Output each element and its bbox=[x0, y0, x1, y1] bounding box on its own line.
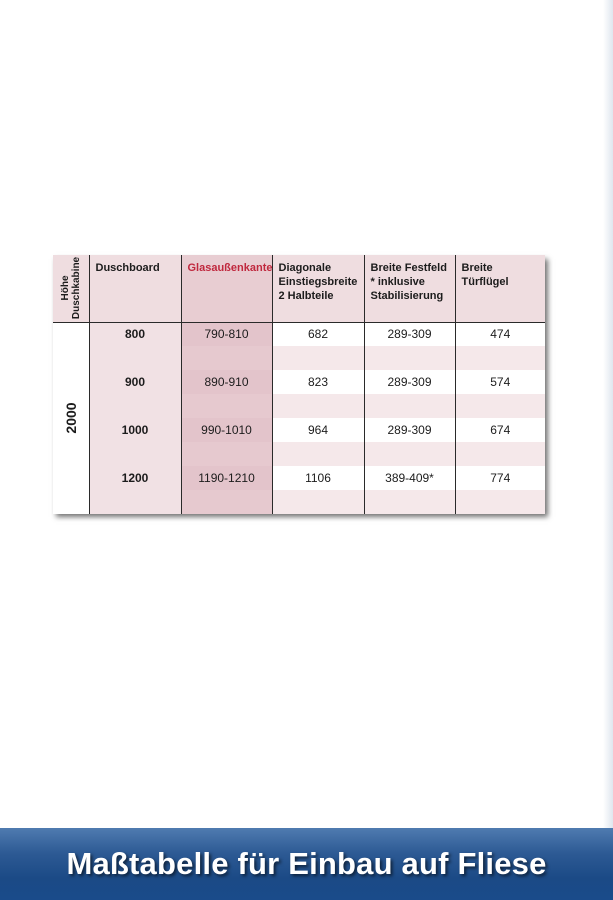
cell-glasaussenkante: 990-1010 bbox=[181, 418, 272, 442]
hoehe-value: 2000 bbox=[62, 402, 79, 434]
cell-duschboard: 1000 bbox=[89, 418, 181, 442]
cell-tuerfluegel: 774 bbox=[455, 466, 545, 490]
table-row bbox=[53, 322, 545, 346]
header-hoehe-duschkabine bbox=[53, 255, 89, 322]
header-glasaussenkante: Glasaußenkante bbox=[181, 255, 272, 322]
header-breite-tuerfluegel: Breite Türflügel bbox=[455, 255, 545, 322]
header-duschboard: Duschboard bbox=[89, 255, 181, 322]
cell-diagonale: 823 bbox=[272, 370, 364, 394]
table-spacer-row bbox=[53, 490, 545, 514]
header-hoehe-line2: Duschkabine bbox=[70, 257, 82, 320]
right-edge-shading bbox=[603, 0, 613, 828]
cell-glasaussenkante: 1190-1210 bbox=[181, 466, 272, 490]
header-diagonale-line3: 2 Halbteile bbox=[278, 290, 334, 302]
header-diagonale-line2: Einstiegsbreite bbox=[278, 276, 358, 288]
header-festfeld-line2: * inklusive bbox=[370, 276, 425, 288]
header-festfeld-line3: Stabilisierung bbox=[370, 290, 444, 302]
header-hoehe-line1: Höhe bbox=[59, 275, 71, 301]
cell-festfeld: 289-309 bbox=[364, 370, 455, 394]
cell-glasaussenkante: 890-910 bbox=[181, 370, 272, 394]
cell-tuerfluegel: 474 bbox=[455, 322, 545, 346]
cell-duschboard: 1200 bbox=[89, 466, 181, 490]
cell-glasaussenkante: 790-810 bbox=[181, 322, 272, 346]
cell-festfeld: 289-309 bbox=[364, 322, 455, 346]
table-spacer-row bbox=[53, 442, 545, 466]
title-banner bbox=[0, 828, 613, 900]
header-row bbox=[53, 255, 545, 322]
cell-tuerfluegel: 574 bbox=[455, 370, 545, 394]
hoehe-value-cell bbox=[53, 322, 89, 514]
cell-diagonale: 682 bbox=[272, 322, 364, 346]
cell-festfeld: 389-409* bbox=[364, 466, 455, 490]
cell-diagonale: 964 bbox=[272, 418, 364, 442]
banner-title: Maßtabelle für Einbau auf Fliese bbox=[66, 846, 547, 881]
table-row bbox=[53, 418, 545, 442]
table-row bbox=[53, 466, 545, 490]
cell-diagonale: 1106 bbox=[272, 466, 364, 490]
header-breite-festfeld bbox=[364, 255, 455, 322]
cell-duschboard: 800 bbox=[89, 322, 181, 346]
dimension-table bbox=[53, 255, 545, 513]
cell-tuerfluegel: 674 bbox=[455, 418, 545, 442]
header-festfeld-line1: Breite Festfeld bbox=[370, 262, 447, 274]
table-spacer-row bbox=[53, 394, 545, 418]
dimension-table-grid bbox=[53, 255, 545, 514]
header-diagonale bbox=[272, 255, 364, 322]
cell-festfeld: 289-309 bbox=[364, 418, 455, 442]
cell-duschboard: 900 bbox=[89, 370, 181, 394]
header-diagonale-line1: Diagonale bbox=[278, 262, 332, 274]
table-spacer-row bbox=[53, 346, 545, 370]
table-row bbox=[53, 370, 545, 394]
